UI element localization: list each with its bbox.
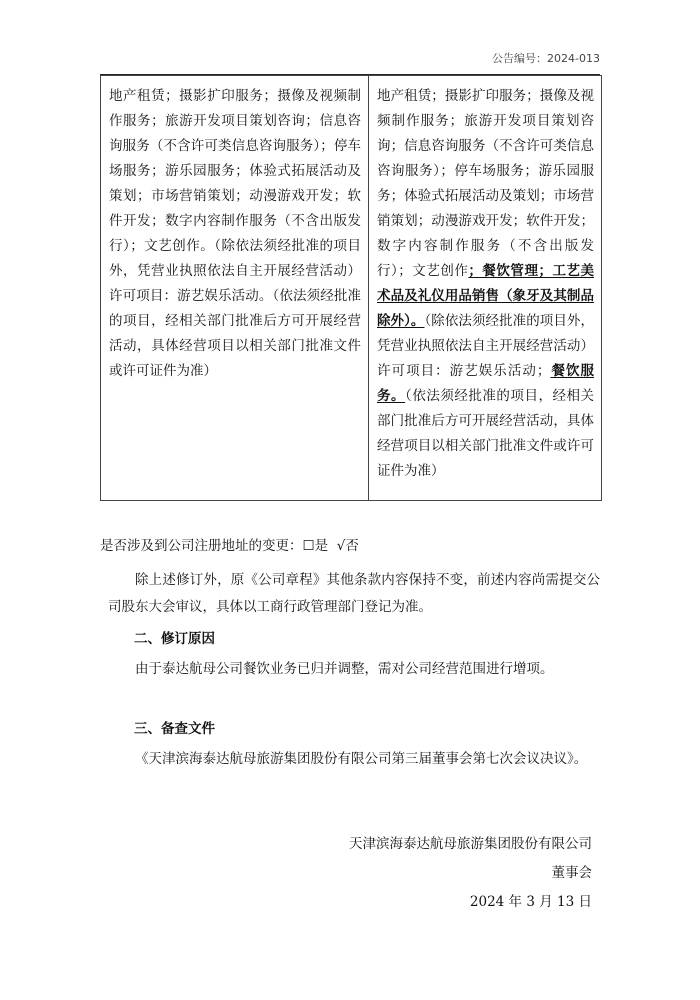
option-no-label: 否 <box>345 538 359 554</box>
signature-company: 天津滨海泰达航母旅游集团股份有限公司 <box>349 836 592 852</box>
section-heading-reference-documents: 三、备查文件 <box>134 721 215 737</box>
announcement-number: 公告编号：2024-013 <box>492 52 600 65</box>
signature-board: 董事会 <box>551 865 592 881</box>
revised-clause-cell <box>369 76 602 501</box>
revised-added-catering-service: 餐饮服务。 <box>377 363 595 404</box>
revised-added-business-scope: ；餐饮管理；工艺美术品及礼仪用品销售（象牙及其制品除外）。 <box>377 263 595 329</box>
section-heading-revision-reason: 二、修订原因 <box>134 631 215 647</box>
revised-clause-text-part3: （依法须经批准的项目，经相关部门批准后方可开展经营活动，具体经营项目以相关部门批准文件或许可证件为准） <box>377 388 595 479</box>
remark-paragraph: 除上述修订外，原《公司章程》其他条款内容保持不变，前述内容尚需提交公司股东大会审议，具体以工商行政管理部门登记为准。 <box>108 572 600 615</box>
revised-clause-text-part2: （除依法须经批准的项目外，凭营业执照依法自主开展经营活动）许可项目：游艺娱乐活动； <box>377 313 594 379</box>
revision-reason-text: 由于泰达航母公司餐饮业务已归并调整，需对公司经营范围进行增项。 <box>135 661 554 677</box>
signature-date: 2024 年 3 月 13 日 <box>469 894 592 910</box>
address-change-line <box>100 533 359 559</box>
table-row <box>101 76 602 501</box>
original-clause-cell <box>101 76 369 501</box>
checkbox-yes-icon: ☐ <box>302 538 315 554</box>
address-change-question: 是否涉及到公司注册地址的变更： <box>100 538 303 554</box>
original-clause-text: 地产租赁；摄影扩印服务；摄像及视频制作服务；旅游开发项目策划咨询；信息咨询服务（不含许可类信息咨询服务）；停车场服务；游乐园服务；体验式拓展活动及策划；市场营销策划；动漫游戏开发；软件开发；数字内容制作服务（不含出版发行）；文艺创作。（除依法须经批准的项目外，凭营业执照依法自主开展经营活动）许可项目：游艺娱乐活动。（依法须经批准的项目，经相关部门批准后方可开展经营活动，具体经营项目以相关部门批准文件或许可证件为准） <box>109 88 361 379</box>
checkmark-icon: √ <box>336 538 346 554</box>
amendment-table <box>100 75 602 501</box>
reference-documents-text: 《天津滨海泰达航母旅游集团股份有限公司第三届董事会第七次会议决议》。 <box>135 751 588 767</box>
revised-clause-text-part1: 地产租赁；摄影扩印服务；摄像及视频制作服务；旅游开发项目策划咨询；信息咨询服务（不含许可类信息咨询服务）；停车场服务；游乐园服务；体验式拓展活动及策划；市场营销策划；动漫游戏开发；软件开发；数字内容制作服务（不含出版发行）；文艺创作 <box>377 88 594 279</box>
option-yes-label: 是 <box>314 538 329 554</box>
